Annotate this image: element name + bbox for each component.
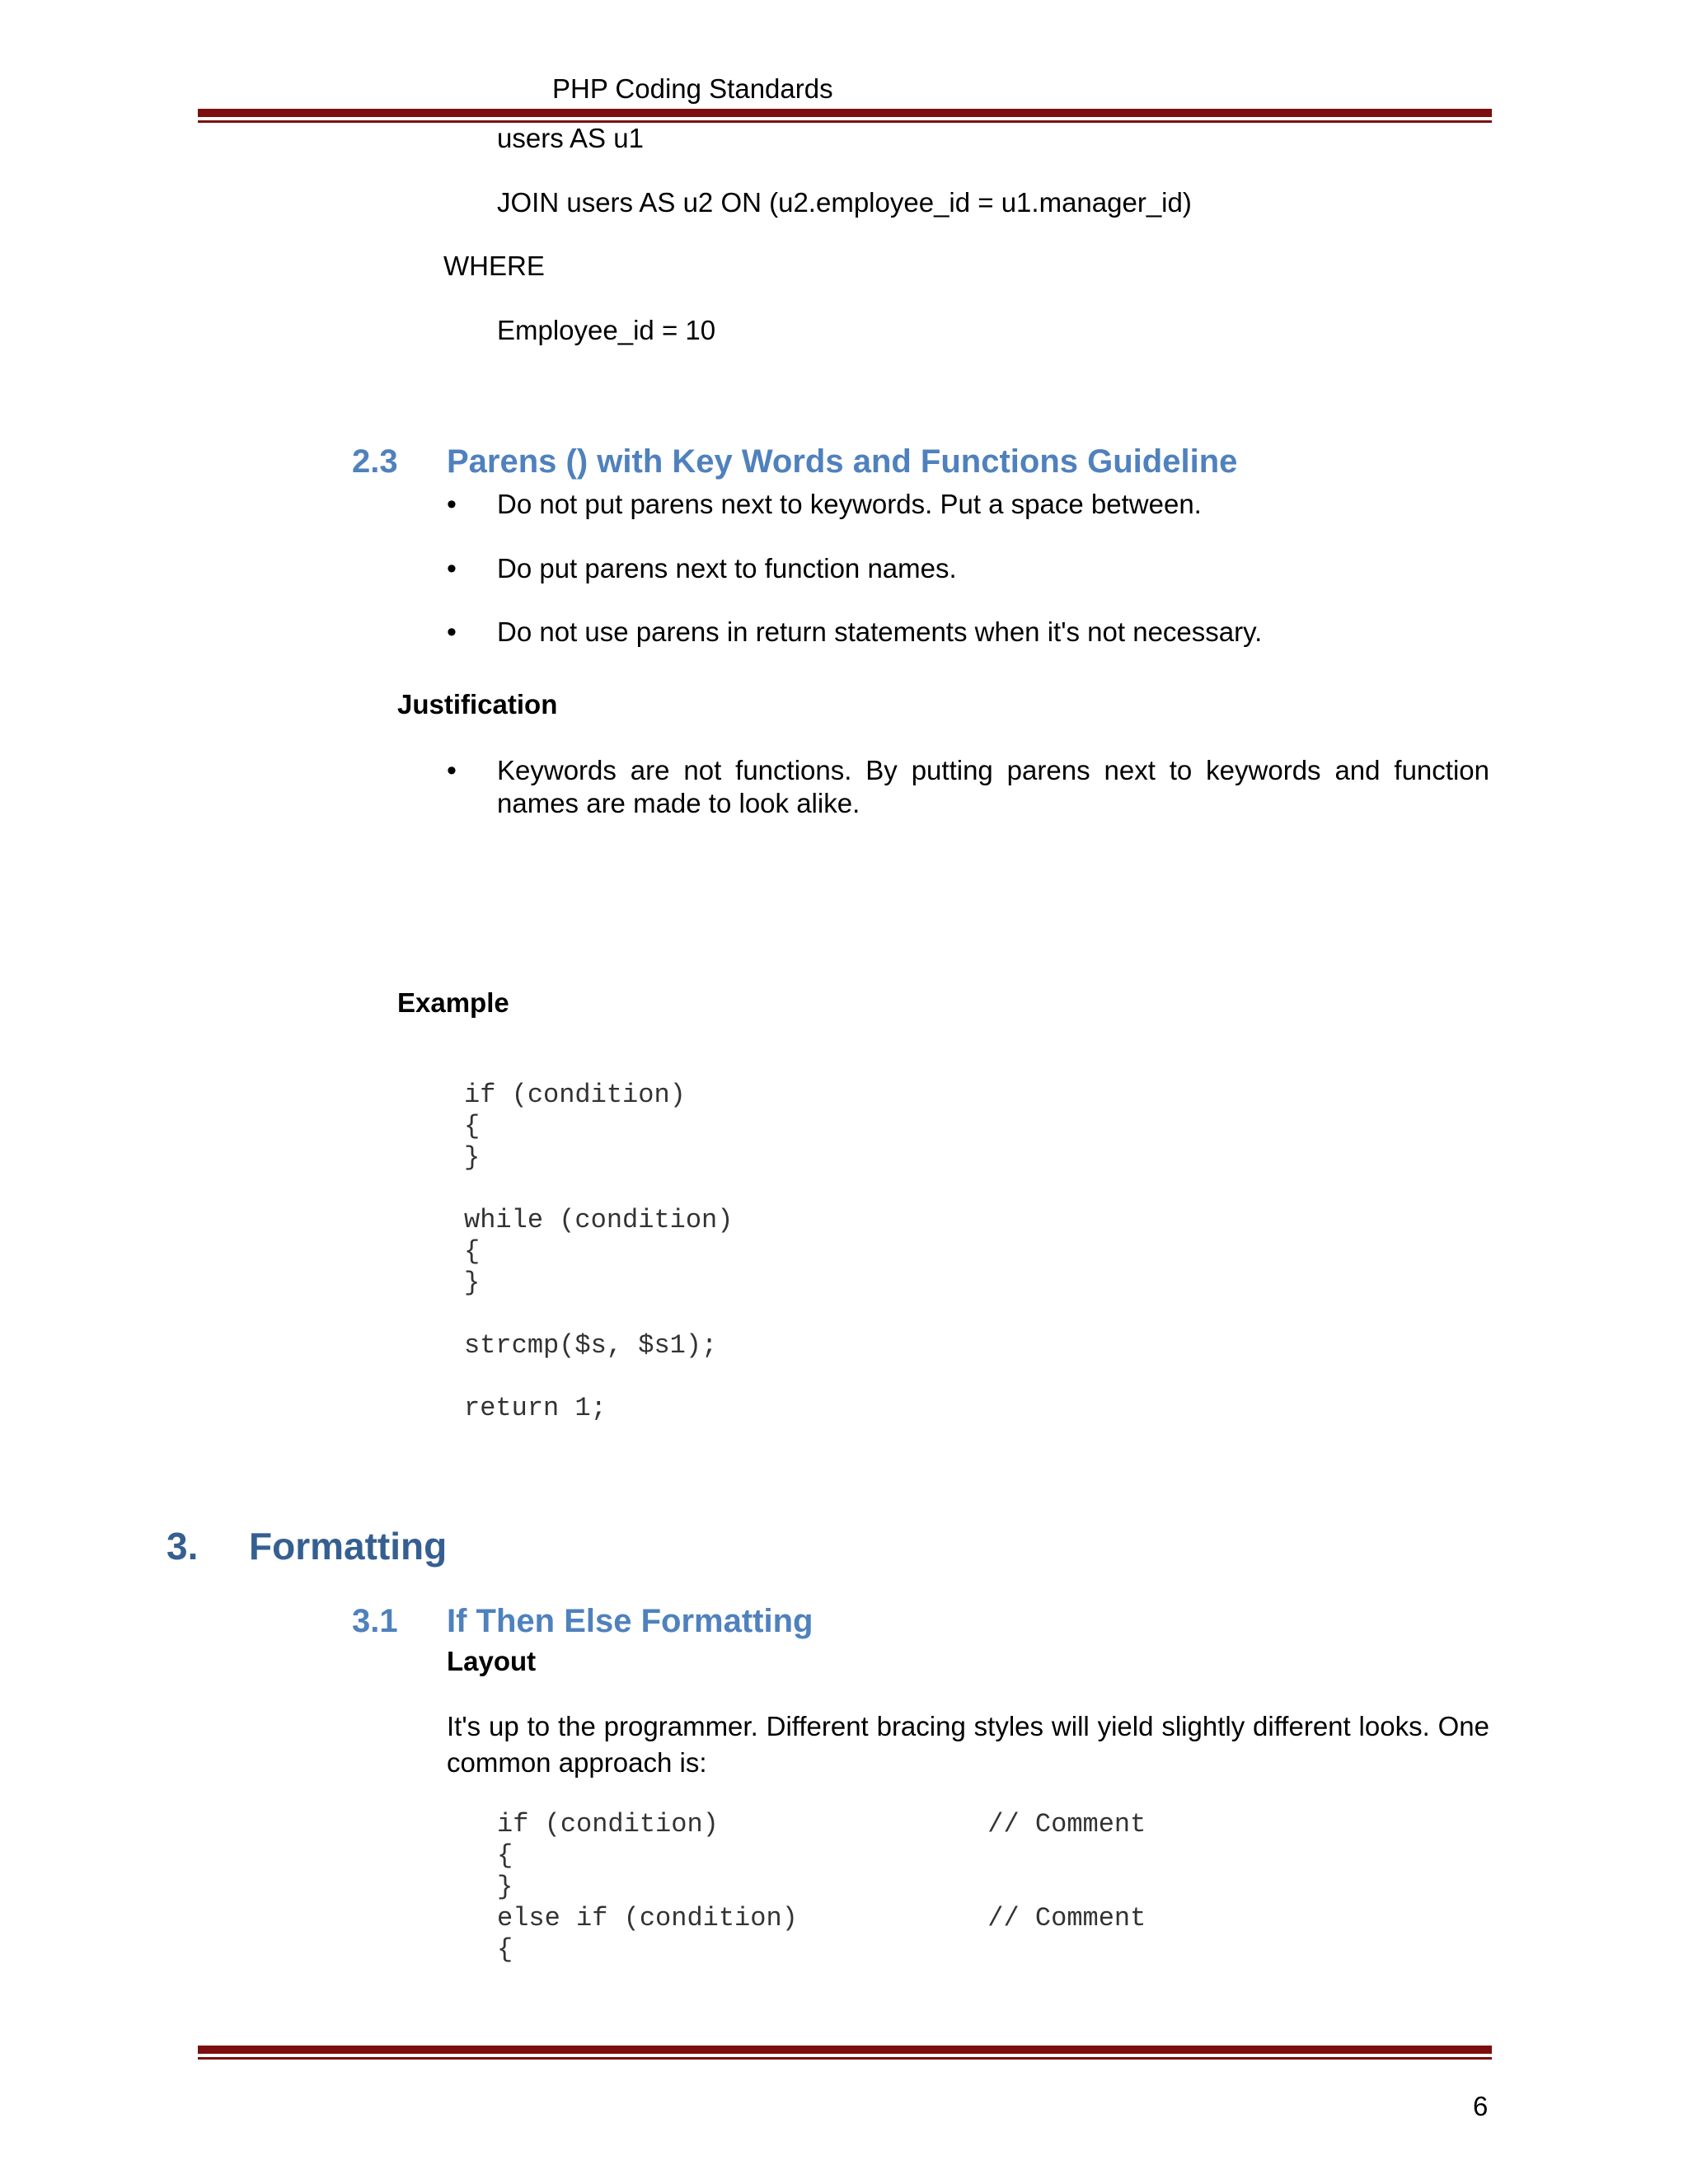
header-rule — [198, 109, 1492, 123]
example-heading: Example — [397, 987, 509, 1018]
section-number: 3. — [166, 1525, 199, 1568]
section-number: 3.1 — [352, 1603, 398, 1639]
code-block: if (condition) // Comment { } else if (condition) // Comment { — [497, 1809, 1146, 1965]
sql-line: Employee_id = 10 — [497, 315, 716, 345]
sql-line: JOIN users AS u2 ON (u2.employee_id = u1.manager_id) — [497, 187, 1192, 218]
layout-heading: Layout — [447, 1646, 537, 1676]
code-block: if (condition) { } while (condition) { } strcmp($s, $s1); return 1; — [464, 1080, 734, 1423]
sql-line: users AS u1 — [497, 123, 644, 153]
list-item: Do not put parens next to keywords. Put a space between. — [497, 489, 1202, 519]
page-number: 6 — [1473, 2091, 1489, 2121]
section-title: Formatting — [249, 1525, 448, 1568]
section-title: Parens () with Key Words and Functions Guideline — [447, 443, 1238, 480]
justification-heading: Justification — [397, 689, 558, 719]
bullet-icon: • — [447, 489, 457, 520]
bullet-icon: • — [447, 553, 457, 584]
paragraph: It's up to the programmer. Different bracing styles will yield slightly different looks. One common approach is: — [447, 1711, 1489, 1778]
bullet-icon: • — [447, 616, 457, 648]
list-item: Keywords are not functions. By putting parens next to keywords and function names are made to look alike. — [497, 755, 1489, 818]
list-item: Do not use parens in return statements when it's not necessary. — [497, 616, 1263, 647]
header-title: PHP Coding Standards — [552, 73, 833, 104]
footer-rule — [198, 2046, 1492, 2060]
sql-line: WHERE — [443, 251, 545, 281]
section-number: 2.3 — [352, 443, 398, 480]
section-title: If Then Else Formatting — [447, 1603, 814, 1639]
list-item: Do put parens next to function names. — [497, 553, 957, 583]
bullet-icon: • — [447, 755, 457, 786]
